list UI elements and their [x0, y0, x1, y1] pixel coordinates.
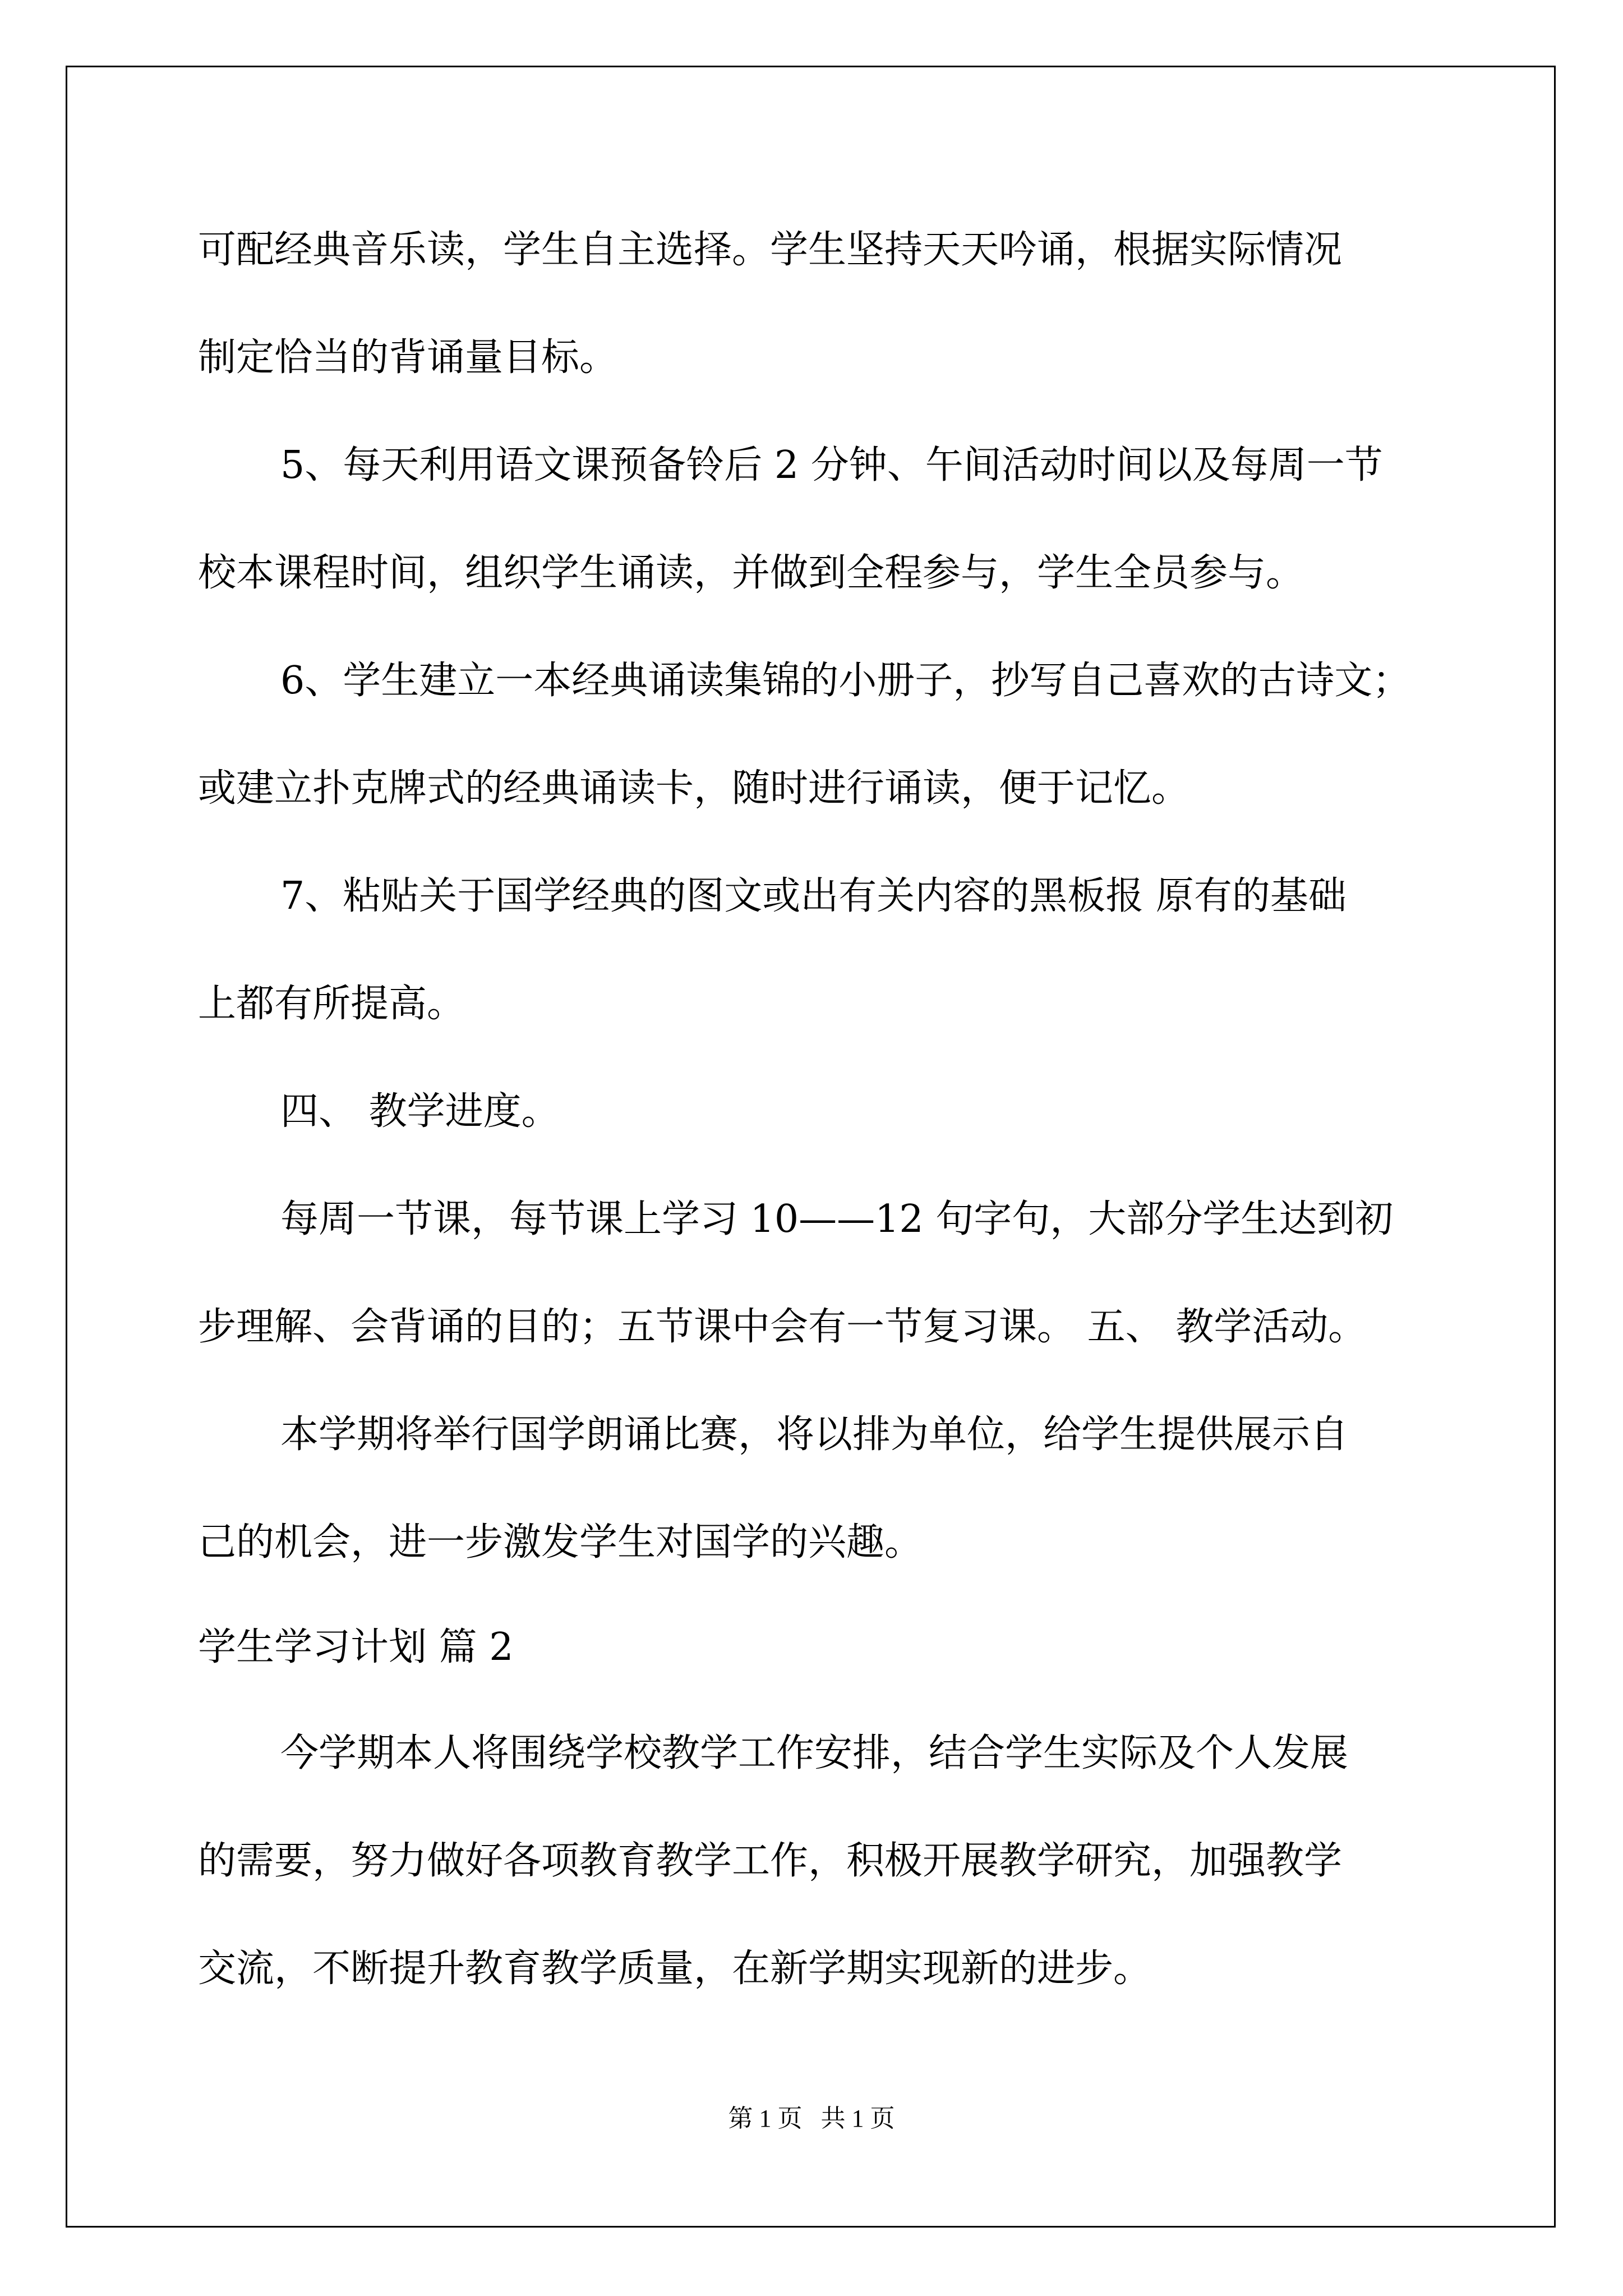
text-line: 己的机会，进一步激发学生对国学的兴趣。 — [198, 1520, 923, 1565]
article-heading: 学生学习计划 篇 2 — [198, 1625, 514, 1669]
text-line: 步理解、会背诵的目的；五节课中会有一节复习课。 五、 教学活动。 — [198, 1305, 1367, 1349]
text-line: 7、粘贴关于国学经典的图文或出有关内容的黑板报 原有的基础 — [280, 874, 1347, 918]
text-line: 交流，不断提升教育教学质量，在新学期实现新的进步。 — [198, 1947, 1152, 1991]
section-heading: 四、 教学进度。 — [280, 1089, 560, 1134]
text-line: 今学期本人将围绕学校教学工作安排，结合学生实际及个人发展 — [280, 1731, 1349, 1775]
text-line: 本学期将举行国学朗诵比赛，将以排为单位，给学生提供展示自 — [280, 1412, 1349, 1457]
page-footer: 第 1 页 共 1 页 — [728, 2105, 895, 2132]
text-line: 校本课程时间，组织学生诵读，并做到全程参与，学生全员参与。 — [198, 551, 1304, 595]
text-line: 的需要，努力做好各项教育教学工作，积极开展教学研究，加强教学 — [198, 1839, 1343, 1883]
text-line: 5、每天利用语文课预备铃后 2 分钟、午间活动时间以及每周一节 — [280, 443, 1383, 487]
text-line: 或建立扑克牌式的经典诵读卡，随时进行诵读，便于记忆。 — [198, 766, 1190, 811]
text-line: 制定恰当的背诵量目标。 — [198, 335, 618, 380]
text-line: 6、学生建立一本经典诵读集锦的小册子，抄写自己喜欢的古诗文； — [280, 659, 1411, 703]
text-line: 每周一节课，每节课上学习 10——12 句字句，大部分学生达到初 — [280, 1197, 1394, 1241]
page-frame — [66, 66, 1556, 2228]
text-line: 上都有所提高。 — [198, 982, 465, 1026]
text-line: 可配经典音乐读，学生自主选择。学生坚持天天吟诵，根据实际情况 — [198, 228, 1343, 272]
